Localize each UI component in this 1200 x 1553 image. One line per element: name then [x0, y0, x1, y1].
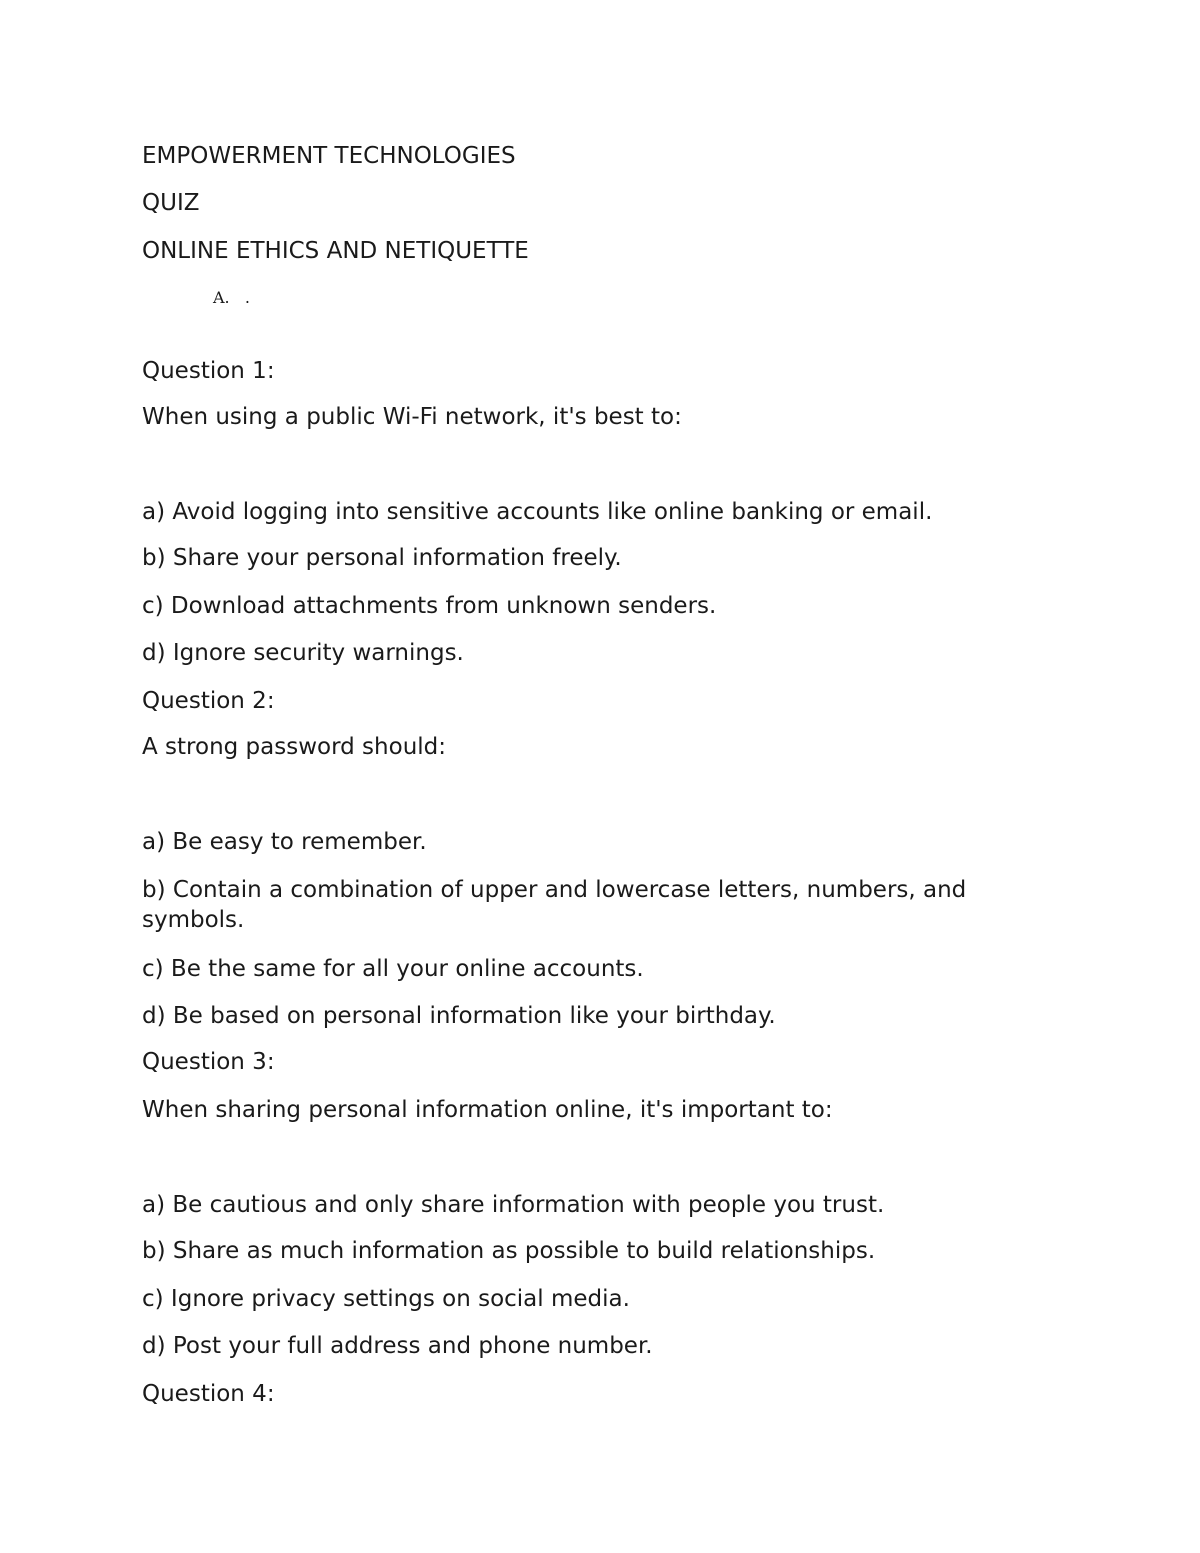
question-3-option-d: d) Post your full address and phone number. — [142, 1333, 653, 1359]
question-1-option-a: a) Avoid logging into sensitive accounts like online banking or email. — [142, 499, 933, 525]
list-marker: A. . — [213, 288, 250, 307]
question-3-prompt: When sharing personal information online, it's important to: — [142, 1097, 833, 1123]
question-1-option-b: b) Share your personal information freely. — [142, 545, 622, 571]
question-2-option-a: a) Be easy to remember. — [142, 829, 427, 855]
question-2-option-d: d) Be based on personal information like your birthday. — [142, 1003, 776, 1029]
question-3-label: Question 3: — [142, 1049, 275, 1075]
question-3-option-c: c) Ignore privacy settings on social media. — [142, 1286, 630, 1312]
subject-heading: EMPOWERMENT TECHNOLOGIES — [142, 143, 516, 169]
question-2-option-b: b) Contain a combination of upper and lowercase letters, numbers, and symbols. — [142, 877, 967, 933]
question-4-label: Question 4: — [142, 1381, 275, 1407]
question-1-prompt: When using a public Wi-Fi network, it's best to: — [142, 404, 682, 430]
topic-heading: ONLINE ETHICS AND NETIQUETTE — [142, 238, 529, 264]
quiz-heading: QUIZ — [142, 190, 200, 216]
question-2-option-c: c) Be the same for all your online accounts. — [142, 956, 644, 982]
question-1-option-d: d) Ignore security warnings. — [142, 640, 464, 666]
question-3-option-b: b) Share as much information as possible to build relationships. — [142, 1238, 876, 1264]
question-1-option-c: c) Download attachments from unknown senders. — [142, 593, 717, 619]
question-2-label: Question 2: — [142, 688, 275, 714]
question-3-option-a: a) Be cautious and only share information with people you trust. — [142, 1192, 885, 1218]
question-1-label: Question 1: — [142, 358, 275, 384]
question-2-prompt: A strong password should: — [142, 734, 447, 760]
